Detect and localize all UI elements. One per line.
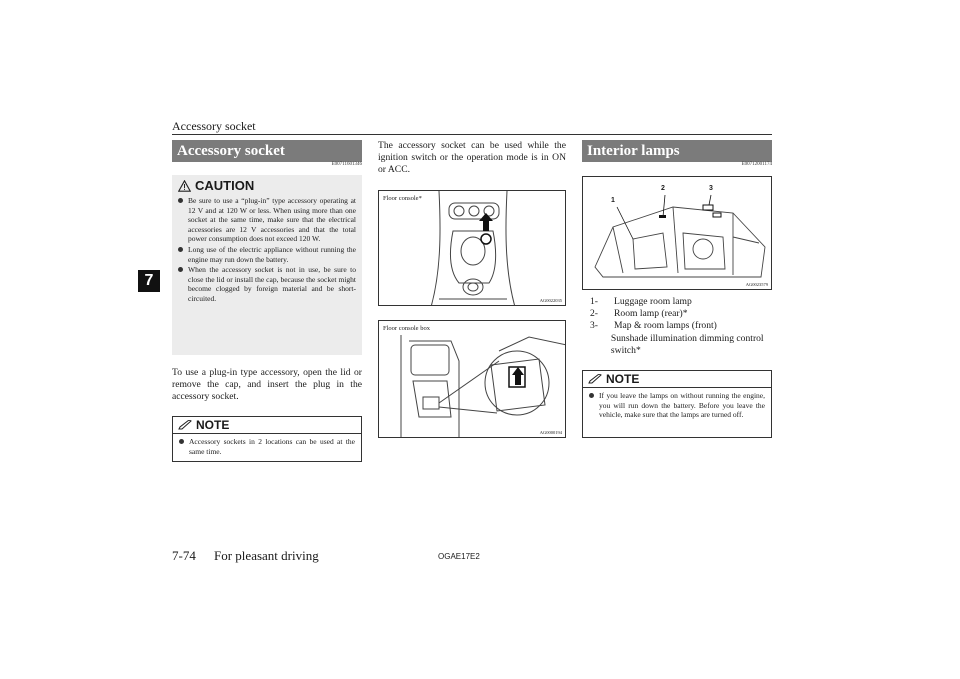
- note-pencil-icon: [178, 420, 192, 430]
- list-item-continuation: [590, 333, 772, 357]
- callout-3: 3: [709, 185, 713, 192]
- callout-1: 1: [611, 197, 615, 204]
- section-code: E00712001174: [741, 162, 772, 167]
- section-title-bar: Accessory socket: [172, 140, 362, 162]
- note-list: [583, 388, 771, 424]
- note-item-text: Accessory sockets in 2 locations can be used at the same time.: [189, 437, 355, 456]
- header-rule: [172, 134, 772, 135]
- note-title: NOTE: [196, 418, 230, 432]
- note-box-right: [582, 370, 772, 438]
- list-number: 2-: [590, 308, 598, 320]
- chapter-tab: 7: [138, 270, 160, 292]
- caution-box: [172, 175, 362, 355]
- list-text: Map & room lamps (front): [614, 320, 717, 332]
- bullet-icon: [589, 393, 594, 398]
- note-pencil-icon: [588, 374, 602, 384]
- running-head: Accessory socket: [172, 119, 256, 133]
- list-text: Room lamp (rear)*: [614, 308, 688, 320]
- list-item: [590, 320, 772, 332]
- bullet-icon: [178, 198, 183, 203]
- caution-item: [178, 245, 356, 264]
- section-accessory-socket: [172, 140, 362, 167]
- note-item: [589, 391, 765, 420]
- footer-section: For pleasant driving: [214, 548, 319, 563]
- figure-label: Floor console*: [383, 195, 422, 202]
- list-text: Sunshade illumination dimming control switch*: [610, 332, 764, 356]
- figure-code: AG0023579: [745, 282, 768, 287]
- caution-item: [178, 196, 356, 244]
- caution-header: [178, 178, 356, 193]
- bullet-icon: [178, 267, 183, 272]
- note-list: [173, 434, 361, 460]
- caution-item-text: When the accessory socket is not in use, be sure to close the lid or install the cap, because the socket might become clogged by foreign material and be short-circuited.: [188, 265, 356, 303]
- page-number: 7-74: [172, 548, 196, 563]
- caution-item: [178, 265, 356, 303]
- note-header: [173, 417, 361, 434]
- bullet-icon: [179, 439, 184, 444]
- operation-paragraph: The accessory socket can be used while the ignition switch or the operation mode is in ON or ACC.: [378, 140, 566, 176]
- figure-code: AG0022035: [539, 298, 562, 303]
- note-item: [179, 437, 355, 456]
- console-box-illustration: [379, 321, 566, 438]
- caution-list: [178, 196, 356, 304]
- note-title: NOTE: [606, 372, 640, 386]
- list-item: [590, 308, 772, 320]
- note-header: [583, 371, 771, 388]
- warning-triangle-icon: [178, 180, 191, 192]
- caution-item-text: Be sure to use a “plug-in” type accessory operating at 12 V and at 120 W or less. When using more than one socket at the same time, make sure that the electrical accessories are 12 V accessories and that the total power consumption does not exceed 120 W.: [188, 196, 356, 244]
- list-item: [590, 296, 772, 308]
- usage-paragraph: To use a plug-in type accessory, open the lid or remove the cap, and insert the plug in the accessory socket.: [172, 367, 362, 403]
- section-code: E00711601346: [331, 162, 362, 167]
- floor-console-illustration: [379, 191, 566, 306]
- floor-console-figure: [378, 190, 566, 306]
- note-item-text: If you leave the lamps on without running the engine, you will run down the battery. Before you leave the vehicle, make sure that the lamps are turned off.: [599, 391, 765, 420]
- list-number: 3-: [590, 320, 598, 332]
- interior-lamps-figure: [582, 176, 772, 290]
- floor-console-box-figure: [378, 320, 566, 438]
- callout-2: 2: [661, 185, 665, 192]
- list-text: Luggage room lamp: [614, 296, 692, 307]
- list-number: 1-: [590, 296, 598, 307]
- caution-item-text: Long use of the electric appliance without running the engine may run down the battery.: [188, 244, 356, 264]
- section-title-bar: Interior lamps: [582, 140, 772, 162]
- lamp-list: [590, 296, 772, 357]
- figure-label: Floor console box: [383, 325, 430, 332]
- vehicle-interior-illustration: [583, 177, 772, 290]
- section-interior-lamps: [582, 140, 772, 167]
- bullet-icon: [178, 247, 183, 252]
- caution-title: CAUTION: [195, 178, 255, 193]
- figure-code: AG0000194: [539, 430, 562, 435]
- document-code: OGAE17E2: [438, 552, 480, 561]
- note-box-left: [172, 416, 362, 462]
